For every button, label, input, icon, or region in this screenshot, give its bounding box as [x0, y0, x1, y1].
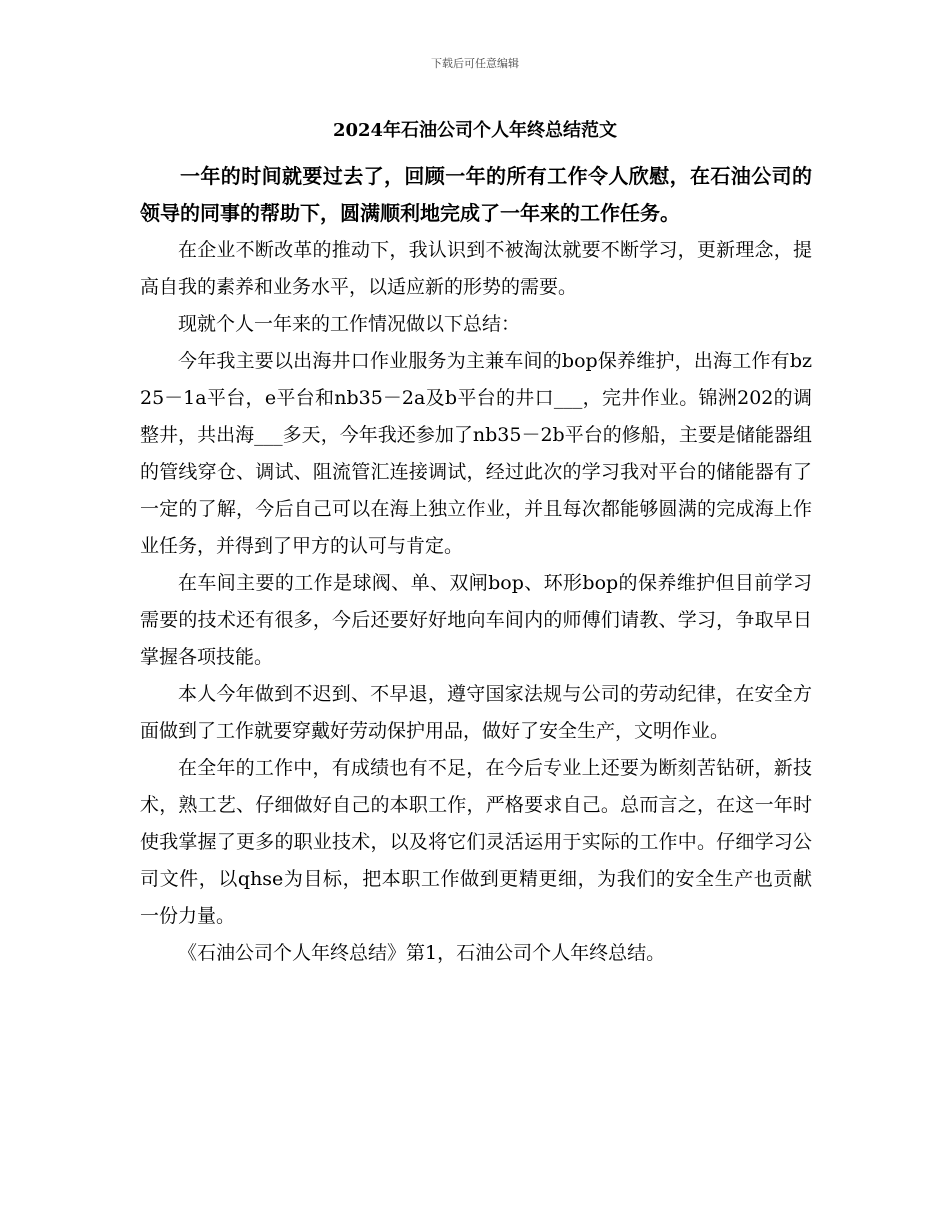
intro-paragraph: 一年的时间就要过去了，回顾一年的所有工作令人欣慰，在石油公司的领导的同事的帮助下，圆满顺利地完成了一年来的工作任务。: [140, 164, 812, 225]
paragraph: 现就个人一年来的工作情况做以下总结：: [178, 313, 521, 335]
paragraph: 在企业不断改革的推动下，我认识到不被淘汰就要不断学习，更新理念，提高自我的素养和业务水平，以适应新的形势的需要。: [140, 239, 812, 298]
paragraph: 在全年的工作中，有成绩也有不足，在今后专业上还要为断刻苦钻研，新技术，熟工艺、仔细做好自己的本职工作，严格要求自己。总而言之，在这一年时使我掌握了更多的职业技术，以及将它们灵活运用于实际的工作中。仔细学习公司文件，以qhse为目标，把本职工作做到更精更细，为我们的安全生产也贡献一份力量。: [140, 757, 812, 927]
closing-paragraph: 《石油公司个人年终总结》第1，石油公司个人年终总结。: [178, 942, 666, 964]
document-title: 2024年石油公司个人年终总结范文: [332, 120, 618, 141]
paragraph: 在车间主要的工作是球阀、单、双闸bop、环形bop的保养维护但目前学习需要的技术还有很多，今后还要好好地向车间内的师傅们请教、学习，争取早日掌握各项技能。: [140, 572, 812, 668]
paragraph: 本人今年做到不迟到、不早退，遵守国家法规与公司的劳动纪律，在安全方面做到了工作就要穿戴好劳动保护用品，做好了安全生产，文明作业。: [140, 683, 812, 742]
document-body: [140, 158, 812, 972]
header-note: 下载后可任意编辑: [431, 57, 519, 70]
paragraph: 今年我主要以出海井口作业服务为主兼车间的bop保养维护，出海工作有bz25－1a平台，e平台和nb35－2a及b平台的井口___，完井作业。锦洲202的调整井，共出海___多天，今年我还参加了nb35－2b平台的修船，主要是储能器组的管线穿仓、调试、阻流管汇连接调试，经过此次的学习我对平台的储能器有了一定的了解，今后自己可以在海上独立作业，并且每次都能够圆满的完成海上作业任务，并得到了甲方的认可与肯定。: [140, 350, 812, 557]
